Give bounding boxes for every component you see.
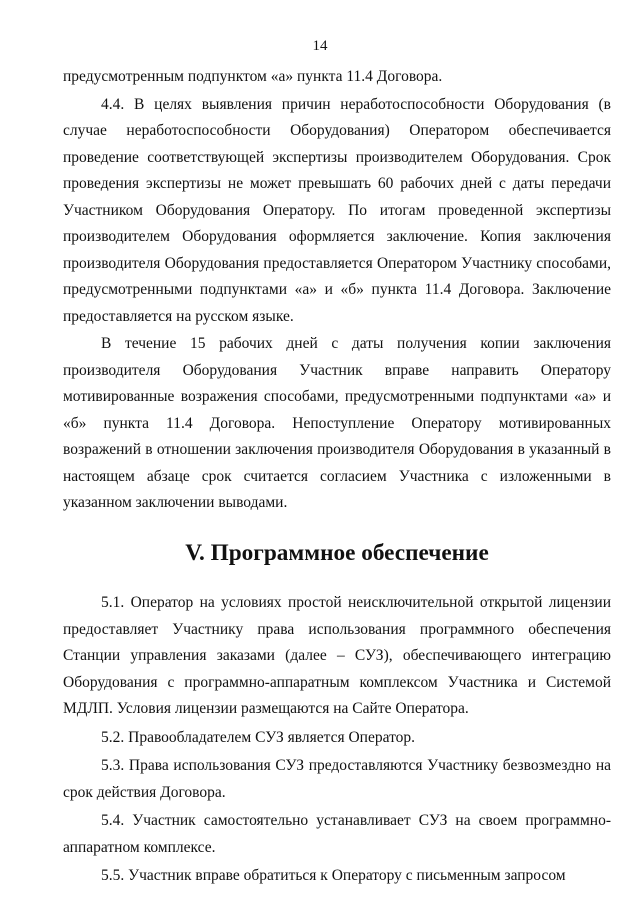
page-number: 14 bbox=[312, 38, 328, 54]
paragraph-5-1: 5.1. Оператор на условиях простой неисключительной открытой лицензии предоставляет Участнику права использования программного обеспечения Станции управления заказами (далее – СУЗ), обеспечивающего интеграцию Оборудования с программно-аппаратным комплексом Участника и Системой МДЛП. Условия лицензии размещаются на Сайте Оператора. bbox=[63, 594, 611, 717]
paragraph-5-2: 5.2. Правообладателем СУЗ является Оператор. bbox=[101, 728, 416, 746]
paragraph-5-4: 5.4. Участник самостоятельно устанавливает СУЗ на своем программно-аппаратном комплексе. bbox=[63, 812, 611, 856]
paragraph-continuation: предусмотренным подпунктом «а» пункта 11.4 Договора. bbox=[63, 68, 443, 85]
paragraph-4-4-objections: В течение 15 рабочих дней с даты получения копии заключения производителя Оборудования Участник вправе направить Оператору мотивированные возражения способами, предусмотренными подпунктами «а» и «б» пункта 11.4 Договора. Непоступление Оператору мотивированных возражений в отношении заключения производителя Оборудования в указанный в настоящем абзаце срок считается согласием Участника с изложенными в указанном заключении выводами. bbox=[63, 335, 611, 511]
paragraph-4-4: 4.4. В целях выявления причин неработоспособности Оборудования (в случае неработоспособности Оборудования) Оператором обеспечивается проведение соответствующей экспертизы производителем Оборудования. Срок проведения экспертизы не может превышать 60 рабочих дней с даты передачи Участником Оборудования Оператору. По итогам проведенной экспертизы производителем Оборудования оформляется заключение. Копия заключения производителя Оборудования предоставляется Оператором Участнику способами, предусмотренными подпунктами «а» и «б» пункта 11.4 Договора. Заключение предоставляется на русском языке. bbox=[63, 95, 611, 325]
document-body bbox=[63, 64, 611, 890]
paragraph-5-3: 5.3. Права использования СУЗ предоставляются Участнику безвозмездно на срок действия Договора. bbox=[63, 757, 611, 801]
paragraph-5-5: 5.5. Участник вправе обратиться к Оператору с письменным запросом bbox=[101, 867, 566, 884]
section-heading: V. Программное обеспечение bbox=[185, 539, 489, 566]
